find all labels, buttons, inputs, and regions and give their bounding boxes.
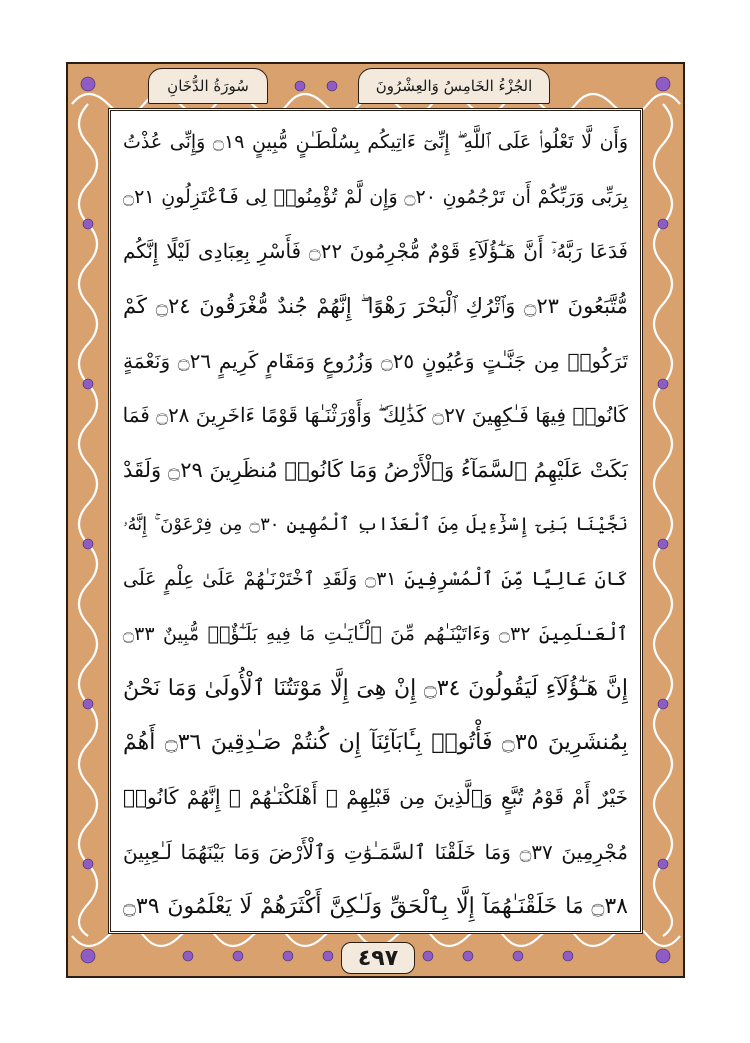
verse-line bbox=[123, 388, 628, 443]
verse-line bbox=[123, 770, 628, 825]
verse-line bbox=[123, 333, 628, 388]
surah-name-text: سُورَةُ الدُّخَانِ bbox=[167, 77, 249, 95]
line-text: بِمُنشَرِينَ ۝٣٥ فَأْتُوا۟ بِـَٔابَآئِنَآ إِن كُنتُمْ صَـٰدِقِينَ ۝٣٦ أَهُمْ bbox=[123, 730, 628, 756]
page-border-frame bbox=[66, 62, 685, 978]
surah-name-label bbox=[148, 68, 268, 104]
verse-line bbox=[123, 552, 628, 607]
line-text: تَرَكُوا۟ مِن جَنَّـٰتٍ وَعُيُونٍ ۝٢٥ وَزُرُوعٍ وَمَقَامٍ كَرِيمٍ ۝٢٦ وَنَعْمَةٍ bbox=[123, 348, 628, 373]
line-text: مُجْرِمِينَ ۝٣٧ وَمَا خَلَقْنَا ٱلسَّمَـٰوَٰتِ وَٱلْأَرْضَ وَمَا بَيْنَهُمَا لَـٰعِبِينَ bbox=[123, 840, 628, 865]
line-text: خَيْرٌ أَمْ قَوْمُ تُبَّعٍ وَٱلَّذِينَ مِن قَبْلِهِمْ ۚ أَهْلَكْنَـٰهُمْ ۖ إِنَّهُمْ كَانُوا۟ bbox=[123, 785, 628, 810]
line-text: ۝٣٨ مَا خَلَقْنَـٰهُمَآ إِلَّا بِٱلْحَقِّ وَلَـٰكِنَّ أَكْثَرَهُمْ لَا يَعْلَمُونَ ۝٣٩ bbox=[123, 894, 628, 920]
line-text: بِرَبِّى وَرَبِّكُمْ أَن تَرْجُمُونِ ۝٢٠ وَإِن لَّمْ تُؤْمِنُوا۟ لِى فَٱعْتَزِلُونِ ۝٢١ bbox=[123, 185, 628, 208]
line-text: إِنَّ هَـٰٓؤُلَآءِ لَيَقُولُونَ ۝٣٤ إِنْ هِىَ إِلَّا مَوْتَتُنَا ٱلْأُولَىٰ وَمَا نَحْنُ bbox=[123, 675, 628, 701]
verse-line bbox=[123, 443, 628, 498]
line-text: مُّتَّبَعُونَ ۝٢٣ وَٱتْرُكِ ٱلْبَحْرَ رَهْوًا ۖ إِنَّهُمْ جُندٌ مُّغْرَقُونَ ۝٢٤ كَمْ bbox=[123, 293, 628, 318]
line-text: فَدَعَا رَبَّهُۥٓ أَنَّ هَـٰٓؤُلَآءِ قَوْمٌ مُّجْرِمُونَ ۝٢٢ فَأَسْرِ بِعِبَادِى لَيْلًا إِنَّكُم bbox=[123, 239, 628, 264]
line-text: كَانَ عَالِيًا مِّنَ ٱلْمُسْرِفِينَ ۝٣١ وَلَقَدِ ٱخْتَرْنَـٰهُمْ عَلَىٰ عِلْمٍ عَلَى bbox=[123, 568, 628, 591]
verse-lines bbox=[123, 115, 628, 934]
verse-line bbox=[123, 497, 628, 552]
line-text: كَانُوا۟ فِيهَا فَـٰكِهِينَ ۝٢٧ كَذَٰلِكَ ۖ وَأَوْرَثْنَـٰهَا قَوْمًا ءَاخَرِينَ ۝٢٨ فَمَا bbox=[123, 403, 628, 428]
line-text: ٱلْعَـٰلَمِينَ ۝٣٢ وَءَاتَيْنَـٰهُم مِّنَ ٱلْـَٔايَـٰتِ مَا فِيهِ بَلَـٰٓؤٌا۟ مُّبِينٌ ۝٣٣ bbox=[123, 622, 628, 645]
verse-line bbox=[123, 825, 628, 880]
verse-line bbox=[123, 879, 628, 934]
verse-line bbox=[123, 661, 628, 716]
juz-name-text: الجُزْءُ الخَامِسُ وَالعِشْرُونَ bbox=[375, 77, 533, 95]
line-text: وَأَن لَّا تَعْلُوا۟ عَلَى ٱللَّهِ ۖ إِنِّىٓ ءَاتِيكُم بِسُلْطَـٰنٍ مُّبِينٍ ۝١٩ وَإِنِّى عُذْتُ bbox=[123, 131, 628, 154]
verse-line bbox=[123, 279, 628, 334]
line-text: نَجَّيْنَا بَنِىٓ إِسْرَٰٓءِيلَ مِنَ ٱلْعَذَابِ ٱلْمُهِينِ ۝٣٠ مِن فِرْعَوْنَ ۚ إِنَّهُۥ bbox=[123, 513, 628, 535]
verse-line bbox=[123, 170, 628, 225]
verse-line bbox=[123, 606, 628, 661]
verse-line bbox=[123, 115, 628, 170]
line-text: بَكَتْ عَلَيْهِمُ ٱلسَّمَآءُ وَٱلْأَرْضُ وَمَا كَانُوا۟ مُنظَرِينَ ۝٢٩ وَلَقَدْ bbox=[123, 457, 628, 482]
page-number-text: ٤٩٧ bbox=[357, 945, 399, 971]
verse-line bbox=[123, 716, 628, 771]
text-area bbox=[108, 108, 643, 934]
verse-line bbox=[123, 224, 628, 279]
page-number-label bbox=[341, 942, 415, 974]
juz-name-label bbox=[358, 68, 550, 104]
